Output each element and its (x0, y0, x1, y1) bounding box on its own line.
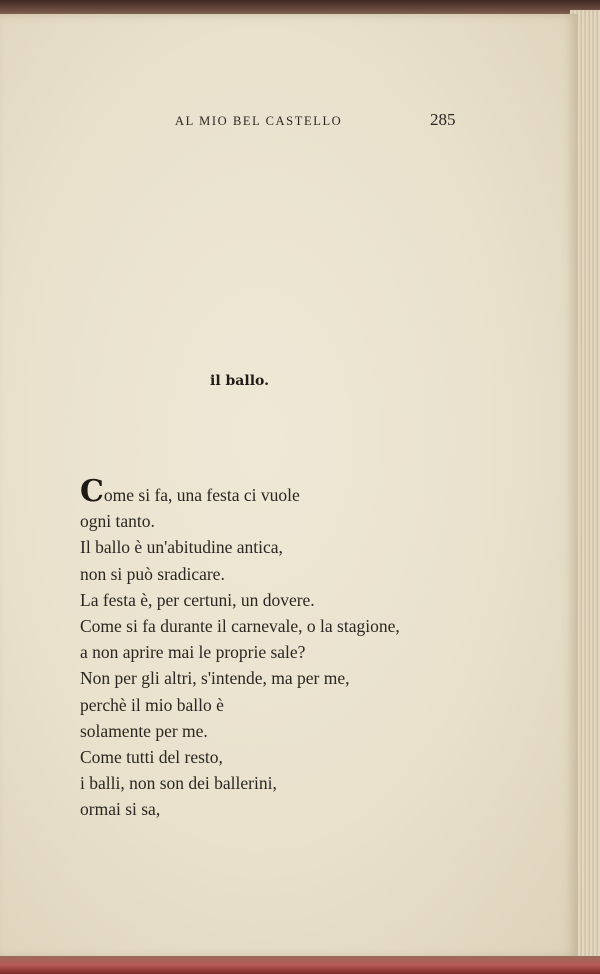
book-page (0, 14, 578, 958)
poem-line: ogni tanto. (80, 511, 155, 532)
poem-line: solamente per me. (80, 720, 208, 741)
running-head: AL MIO BEL CASTELLO (175, 114, 343, 128)
page-number: 285 (430, 110, 456, 129)
poem-line: a non aprire mai le proprie sale? (80, 642, 306, 663)
poem-line: perchè il mio ballo è (80, 694, 224, 715)
book-bottom-edge (0, 956, 600, 974)
first-line-text: ome si fa, una festa ci vuole (103, 485, 300, 505)
poem-line: Come si fa durante il carnevale, o la stagione, (80, 615, 400, 636)
poem-line: Il ballo è un'abitudine antica, (80, 537, 283, 558)
poem-line: Non per gli altri, s'intende, ma per me, (80, 668, 350, 689)
section-title: il ballo. (210, 373, 269, 389)
poem-line: non si può sradicare. (80, 563, 225, 584)
poem-line: i balli, non son dei ballerini, (80, 773, 277, 794)
drop-cap: C (80, 474, 104, 509)
poem-line: ormai si sa, (80, 799, 161, 820)
poem-line: La festa è, per certuni, un dovere. (80, 589, 315, 610)
poem-line: Come tutti del resto, (80, 746, 223, 767)
poem-body (80, 474, 520, 822)
poem-line (80, 474, 520, 509)
